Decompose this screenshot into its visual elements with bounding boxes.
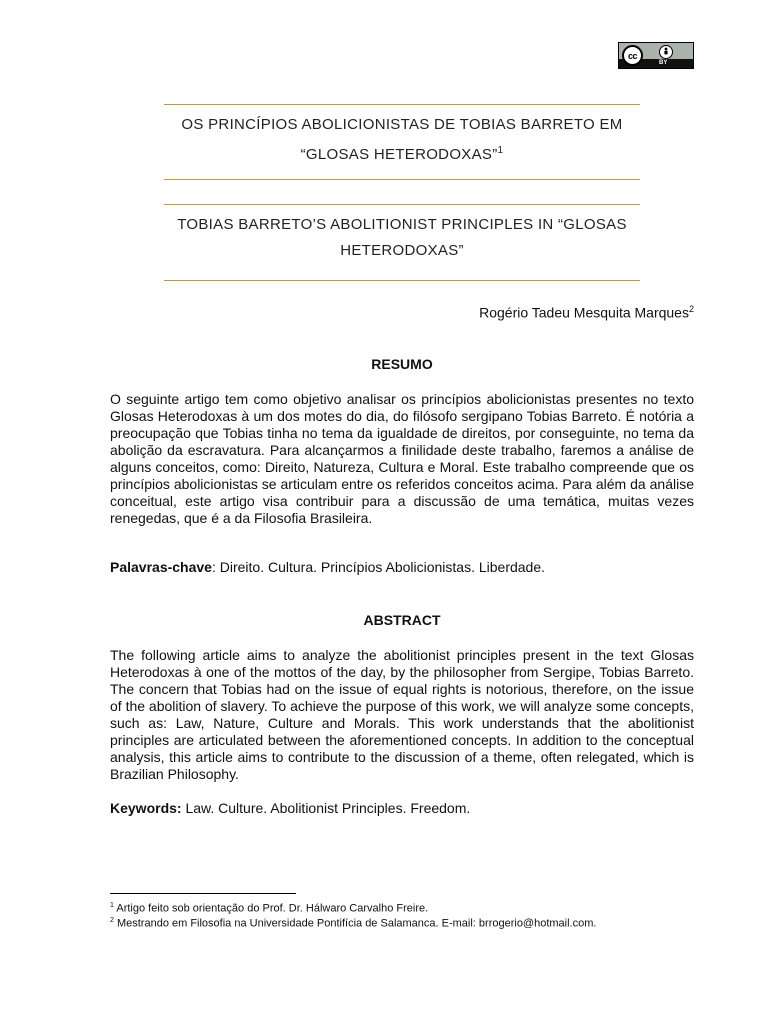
title-rule-bottom [164, 280, 640, 281]
abstract-keywords-label: Keywords: [110, 800, 182, 816]
title-rule-middle-2 [164, 204, 640, 205]
author-name-text: Rogério Tadeu Mesquita Marques [479, 304, 689, 321]
footnote-2-text: Mestrando em Filosofia na Universidade Pontifícia de Salamanca. E-mail: brrogerio@hotmail.com. [113, 917, 597, 930]
resumo-heading: RESUMO [371, 356, 433, 372]
author-name [479, 304, 694, 321]
title-portuguese [164, 112, 640, 168]
footnote-2 [110, 914, 710, 931]
cc-badge-text: cc [627, 50, 637, 61]
title-footnote-mark[interactable]: 1 [497, 145, 504, 156]
footnote-separator [110, 893, 296, 894]
abstract-keywords [110, 800, 694, 817]
author-footnote-mark[interactable]: 2 [688, 304, 694, 314]
cc-by-license-badge [618, 42, 694, 69]
title-pt-line1: OS PRINCÍPIOS ABOLICIONISTAS DE TOBIAS BARRETO EM [181, 116, 623, 133]
title-en-line1: TOBIAS BARRETO’S ABOLITIONIST PRINCIPLES IN “GLOSAS [177, 216, 627, 233]
title-pt-line2 [164, 138, 640, 168]
title-pt-line2-text: “GLOSAS HETERODOXAS” [300, 146, 498, 163]
resumo-keywords-label: Palavras-chave [110, 559, 212, 575]
footnote-2-mark: 2 [110, 917, 114, 924]
abstract-text: The following article aims to analyze the abolitionist principles present in the text Glosas Heterodoxas à one of the mottos of the day, by the philosopher from Sergipe, Tobias Barreto. The concern that Tobias had on the issue of equal rights is notorious, therefore, on the issue of the abolition of slavery. To achieve the purpose of this work, we will analyze some concepts, such as: Law, Nature, Culture and Morals. This work understands that the abolitionist principles are articulated between the aforementioned concepts. In addition to the conceptual analysis, this article aims to contribute to the discussion of a theme, often relegated, which is Brazilian Philosophy. [110, 647, 694, 782]
abstract-heading: ABSTRACT [363, 612, 441, 628]
title-english [164, 212, 640, 264]
title-rule-middle-1 [164, 179, 640, 180]
by-label: BY [659, 60, 668, 66]
title-rule-top [164, 104, 640, 105]
abstract-keywords-text: Law. Culture. Abolitionist Principles. Freedom. [181, 800, 471, 816]
resumo-keywords [110, 559, 694, 576]
title-en-line2: HETERODOXAS” [340, 242, 464, 259]
footnote-1-text: Artigo feito sob orientação do Prof. Dr. Hálwaro Carvalho Freire. [113, 902, 429, 915]
resumo-keywords-text: : Direito. Cultura. Princípios Abolicionistas. Liberdade. [211, 559, 546, 575]
resumo-text: O seguinte artigo tem como objetivo analisar os princípios abolicionistas presentes no texto Glosas Heterodoxas à um dos motes do dia, do filósofo sergipano Tobias Barreto. É notória a preocupação que Tobias tinha no tema da igualdade de direitos, por conseguinte, no tema da abolição da escravatura. Para alcançarmos a finilidade deste trabalho, faremos a análise de alguns conceitos, como: Direito, Natureza, Cultura e Moral. Este trabalho compreende que os princípios abolicionistas se articulam entre os referidos conceitos acima. Para além da análise conceitual, este artigo visa contribuir para a discussão de uma temática, muitas vezes renegedas, que é a da Filosofia Brasileira. [110, 391, 694, 526]
attribution-person-icon [659, 45, 673, 59]
creative-commons-icon [622, 45, 643, 66]
footnote-1-mark: 1 [110, 902, 114, 909]
